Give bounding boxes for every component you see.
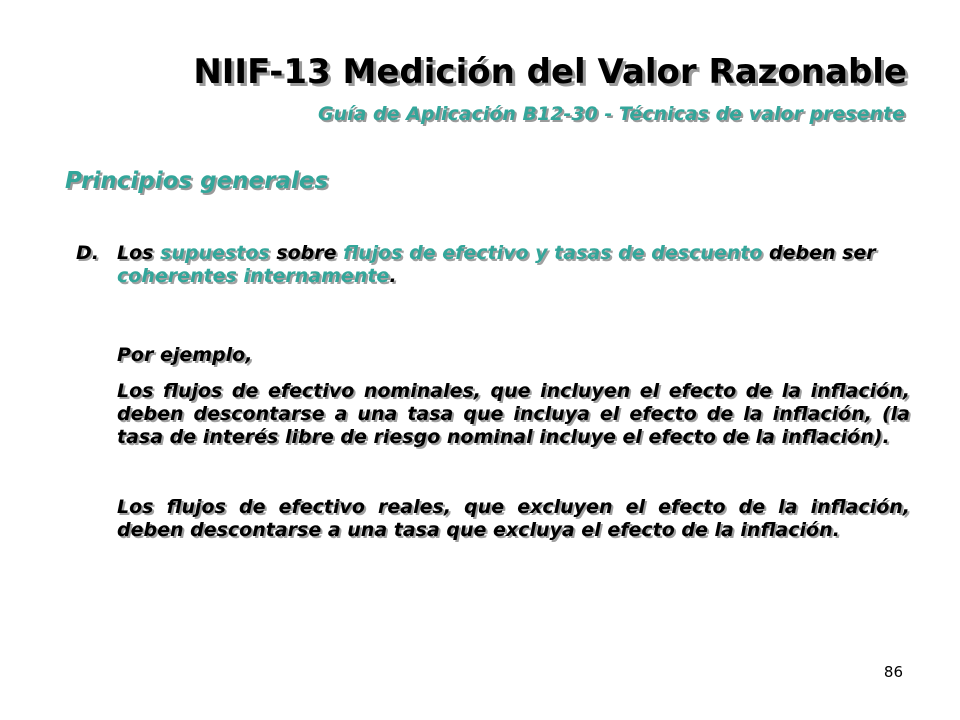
point-letter: D. [76, 242, 99, 264]
point-statement [117, 242, 912, 288]
slide-subtitle: Guía de Aplicación B12-30 - Técnicas de valor presente [317, 103, 905, 125]
section-heading: Principios generales [65, 168, 329, 194]
point-segment-highlight: flujos de efectivo y tasas de descuento [343, 242, 763, 264]
point-segment-highlight: coherentes internamente [117, 265, 390, 287]
paragraph-real: Los flujos de efectivo reales, que excluyen el efecto de la inflación, deben descontarse a una tasa que excluya el efecto de la inflación. [117, 496, 910, 541]
point-segment: sobre [269, 242, 344, 264]
point-segment: . [389, 265, 397, 287]
point-segment-highlight: supuestos [160, 242, 270, 264]
slide-title: NIIF-13 Medición del Valor Razonable [193, 52, 907, 92]
page-number: 86 [883, 663, 903, 681]
point-segment: Los [117, 242, 161, 264]
paragraph-nominal: Los flujos de efectivo nominales, que incluyen el efecto de la inflación, deben descontarse a una tasa que incluya el efecto de la inflación, (la tasa de interés libre de riesgo nominal incluye el efecto de la inflación). [117, 380, 910, 448]
point-segment: deben ser [762, 242, 876, 264]
example-heading: Por ejemplo, [117, 344, 253, 366]
